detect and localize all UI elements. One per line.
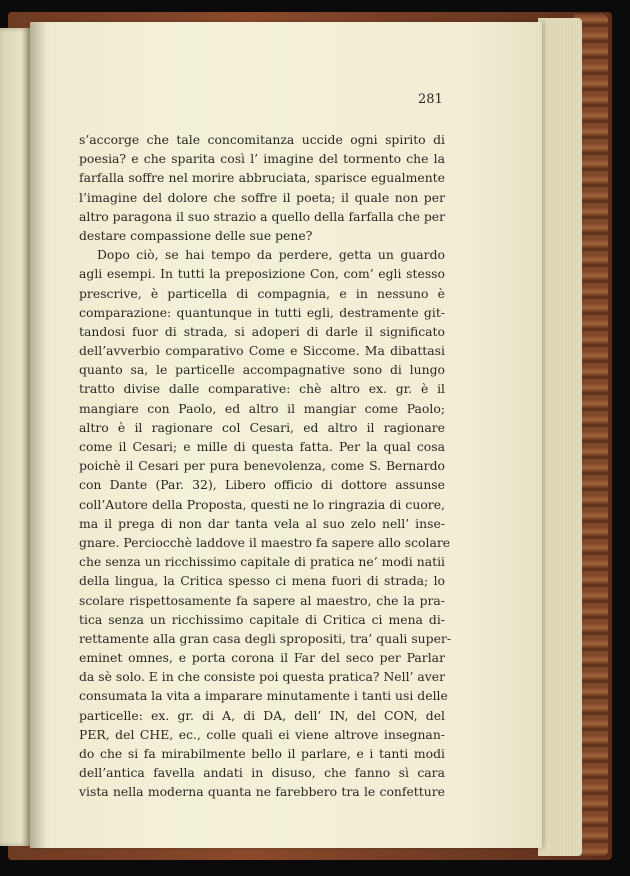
text-line: vista nella moderna quanta ne farebbero tra le confetture bbox=[79, 784, 445, 800]
text-line: consumata la vita a imparare minutamente i tanti usi delle bbox=[79, 688, 448, 704]
text-line: agli esempi. In tutti la preposizione Con, com’ egli stesso bbox=[79, 266, 445, 282]
text-line: della lingua, la Critica spesso ci mena fuori di strada; lo bbox=[79, 573, 445, 589]
gutter-shadow bbox=[30, 22, 46, 848]
text-line: quanto sa, le particelle accompagnative sono di lungo bbox=[79, 362, 445, 378]
text-line: particelle: ex. gr. di A, di DA, dell’ IN, del CON, del bbox=[79, 707, 445, 723]
text-line: eminet omnes, e porta corona il Far del seco per Parlar bbox=[79, 650, 445, 666]
text-line: dell’avverbio comparativo Come e Siccome. Ma dibattasi bbox=[79, 343, 445, 359]
text-line: tratto divise dalle comparative: chè altro ex. gr. è il bbox=[79, 381, 445, 397]
text-line: comparazione: quantunque in tutti egli, destramente git- bbox=[79, 304, 445, 320]
text-line: coll’Autore della Proposta, questi ne lo ringrazia di cuore, bbox=[79, 496, 445, 512]
text-line: PER, del CHE, ec., colle quali ei viene altrove insegnan- bbox=[79, 726, 445, 742]
text-line: prescrive, è particella di compagnia, e in nessuno è bbox=[79, 285, 445, 301]
text-line: l’imagine del dolore che soffre il poeta; il quale non per bbox=[79, 189, 445, 205]
text-line: altro è il ragionare col Cesari, ed altro il ragionare bbox=[79, 419, 445, 435]
page-edges bbox=[538, 18, 582, 856]
page-number: 281 bbox=[418, 92, 443, 107]
text-line: destare compassione delle sue pene? bbox=[79, 227, 313, 243]
text-line: dell’antica favella andati in disuso, che fanno sì cara bbox=[79, 765, 445, 781]
text-line: mangiare con Paolo, ed altro il mangiar come Paolo; bbox=[79, 400, 445, 416]
text-line: scolare rispettosamente fa sapere al maestro, che la pra- bbox=[79, 592, 445, 608]
text-line: tandosi fuor di strada, si adoperi di darle il significato bbox=[79, 323, 445, 339]
left-page-sliver bbox=[0, 28, 30, 846]
text-line: poesia? e che sparita così l’ imagine del tormento che la bbox=[79, 151, 445, 167]
text-line: da sè solo. E in che consiste poi questa pratica? Nell’ aver bbox=[79, 669, 446, 685]
text-line: come il Cesari; e mille di questa fatta. Per la qual cosa bbox=[79, 439, 445, 454]
text-line: poichè il Cesari per pura benevolenza, come S. Bernardo bbox=[79, 458, 445, 474]
book-page bbox=[30, 22, 542, 848]
text-line: Dopo ciò, se hai tempo da perdere, getta un guardo bbox=[97, 247, 445, 263]
text-line: altro paragona il suo strazio a quello della farfalla che per bbox=[79, 208, 446, 224]
text-line: do che si fa mirabilmente bello il parlare, e i tanti modi bbox=[79, 746, 445, 761]
text-line: che senza un ricchissimo capitale di pratica ne’ modi natii bbox=[79, 554, 445, 570]
text-line: con Dante (Par. 32), Libero officio di dottore assunse bbox=[79, 477, 445, 493]
text-line: tica senza un ricchissimo capitale di Critica ci mena di- bbox=[79, 611, 445, 627]
text-line: farfalla soffre nel morire abbruciata, sparisce egualmente bbox=[79, 170, 445, 186]
text-line: s’accorge che tale concomitanza uccide ogni spirito di bbox=[79, 132, 445, 147]
text-line: gnare. Perciocchè laddove il maestro fa sapere allo scolare bbox=[79, 534, 451, 550]
body-text bbox=[79, 130, 452, 802]
text-line: ma il prega di non dar tanta vela al suo zelo nell’ inse- bbox=[79, 515, 445, 531]
text-line: rettamente alla gran casa degli spropositi, tra’ quali super- bbox=[79, 630, 452, 646]
